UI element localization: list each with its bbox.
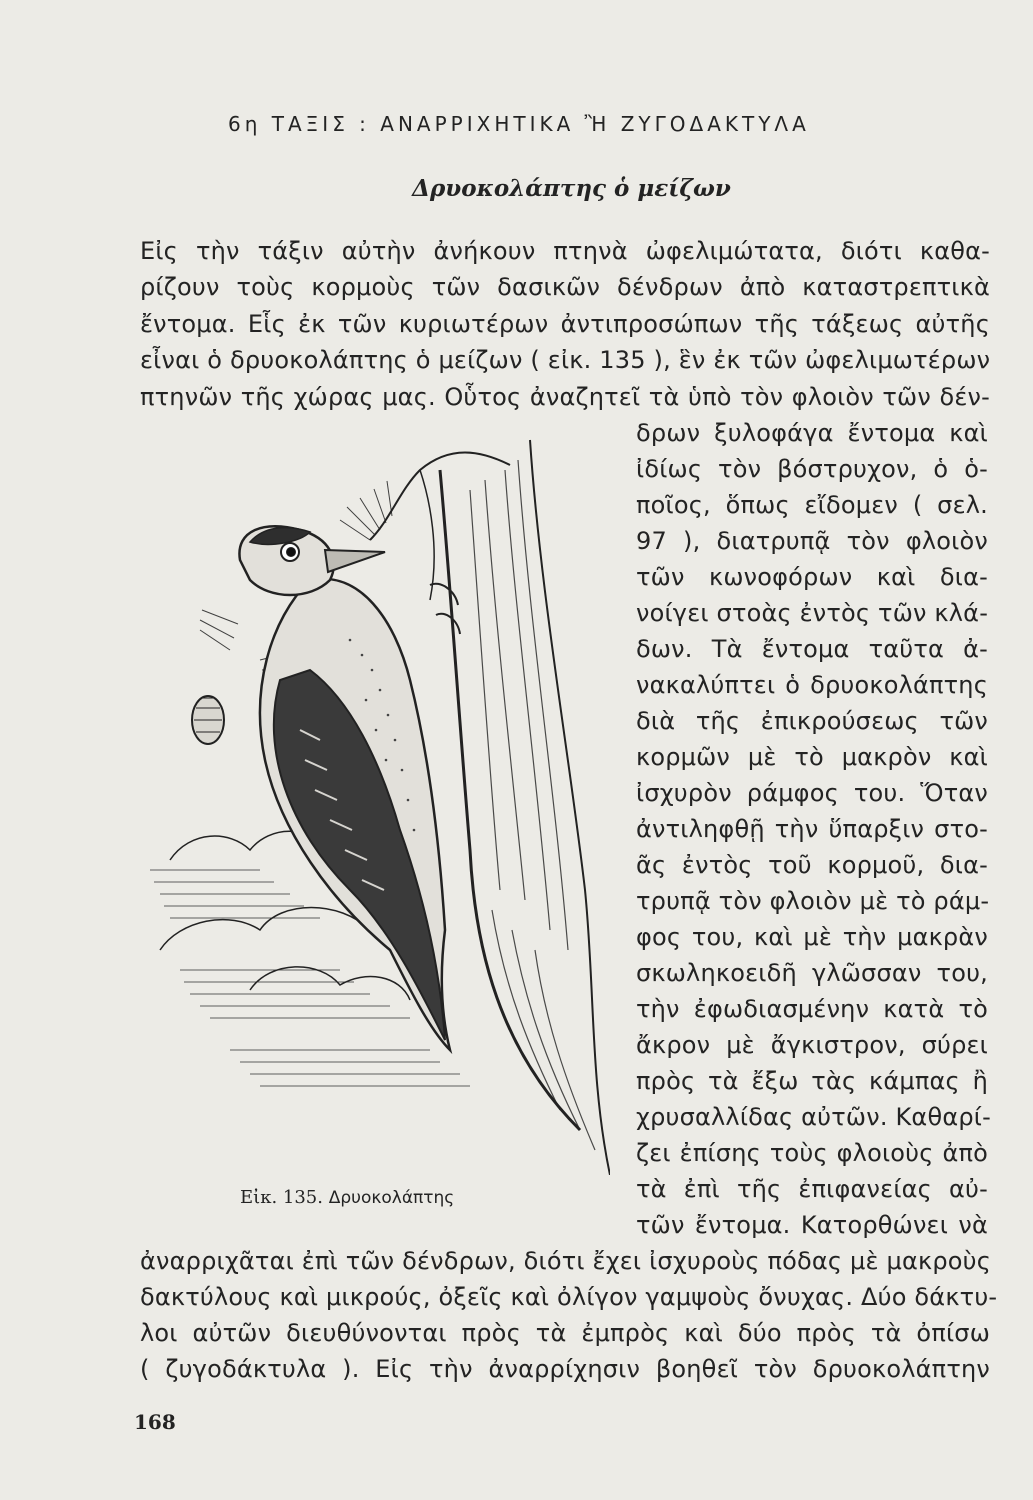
caption-label: Εἰκ. 135. — [240, 1187, 323, 1208]
text-line: ἀναρριχᾶται ἐπὶ τῶν δένδρων, διότι ἔχει ἰσχυροὺς πόδας μὲ μακροὺς — [140, 1247, 992, 1275]
column-line: νοίγει στοὰς ἐντὸς τῶν κλά- — [636, 599, 989, 627]
page-number: 168 — [134, 1410, 176, 1434]
column-line: φος του, καὶ μὲ τὴν μακρὰν — [636, 923, 988, 951]
column-line: δρων ξυλοφάγα ἔντομα καὶ — [636, 419, 988, 447]
column-line: τὴν ἐφωδιασμένην κατὰ τὸ — [636, 995, 988, 1023]
column-line: σκωληκοειδῆ γλῶσσαν του, — [636, 959, 988, 987]
column-line: ἄκρον μὲ ἄγκιστρον, σύρει — [636, 1031, 988, 1059]
woodpecker-illustration — [140, 430, 610, 1175]
column-line: κορμῶν μὲ τὸ μακρὸν καὶ — [636, 743, 988, 771]
column-line: τρυπᾷ τὸν φλοιὸν μὲ τὸ ράμ- — [636, 887, 990, 915]
text-line: πτηνῶν τῆς χώρας μας. Οὗτος ἀναζητεῖ τὰ ὑπὸ τὸν φλοιὸν τῶν δέν- — [140, 383, 990, 411]
column-line: τὰ ἐπὶ τῆς ἐπιφανείας αὐ- — [636, 1175, 988, 1203]
column-line: ποῖος, ὅπως εἴδομεν ( σελ. — [636, 491, 988, 519]
column-line: τῶν ἔντομα. Κατορθώνει νὰ — [636, 1211, 988, 1239]
column-line: ἀντιληφθῇ τὴν ὕπαρξιν στο- — [636, 815, 988, 843]
chapter-header: 6η ΤΑΞΙΣ : ΑΝΑΡΡΙΧΗΤΙΚΑ Ἢ ΖΥΓΟΔΑΚΤΥΛΑ — [228, 112, 810, 136]
text-line: λοι αὐτῶν διευθύνονται πρὸς τὰ ἐμπρὸς καὶ δύο πρὸς τὰ ὀπίσω — [140, 1319, 990, 1347]
section-title: Δρυοκολάπτης ὁ μείζων — [412, 175, 731, 202]
caption-text: Δρυοκολάπτης — [328, 1188, 455, 1208]
text-line: δακτύλους καὶ μικρούς, ὀξεῖς καὶ ὀλίγον γαμψοὺς ὄνυχας. Δύο δάκτυ- — [140, 1283, 998, 1311]
column-line: δων. Τὰ ἔντομα ταῦτα ἀ- — [636, 635, 988, 663]
column-line: χρυσαλλίδας αὐτῶν. Καθαρί- — [636, 1103, 991, 1131]
text-line: ἔντομα. Εἷς ἐκ τῶν κυριωτέρων ἀντιπροσώπων τῆς τάξεως αὐτῆς — [140, 310, 990, 338]
text-line: εἶναι ὁ δρυοκολάπτης ὁ μείζων ( εἰκ. 135 ), ἓν ἐκ τῶν ὠφελιμωτέρων — [140, 346, 991, 374]
text-line: ( ζυγοδάκτυλα ). Εἰς τὴν ἀναρρίχησιν βοηθεῖ τὸν δρυοκολάπτην — [140, 1355, 990, 1383]
column-line: ζει ἐπίσης τοὺς φλοιοὺς ἀπὸ — [636, 1139, 988, 1167]
column-line: 97 ), διατρυπᾷ τὸν φλοιὸν — [636, 527, 988, 555]
column-line: ἰσχυρὸν ράμφος του. Ὅταν — [636, 779, 988, 807]
column-line: νακαλύπτει ὁ δρυοκολάπτης — [636, 671, 988, 699]
column-line: ἰδίως τὸν βόστρυχον, ὁ ὁ- — [636, 455, 988, 483]
column-line: ᾶς ἐντὸς τοῦ κορμοῦ, δια- — [636, 851, 988, 879]
column-line: διὰ τῆς ἐπικρούσεως τῶν — [636, 707, 988, 735]
text-line: Εἰς τὴν τάξιν αὐτὴν ἀνήκουν πτηνὰ ὠφελιμώτατα, διότι καθα- — [140, 237, 990, 265]
text-line: ρίζουν τοὺς κορμοὺς τῶν δασικῶν δένδρων ἀπὸ καταστρεπτικὰ — [140, 273, 990, 301]
column-line: πρὸς τὰ ἔξω τὰς κάμπας ἢ — [636, 1067, 988, 1095]
figure-caption — [240, 1187, 454, 1208]
column-line: τῶν κωνοφόρων καὶ δια- — [636, 563, 988, 591]
